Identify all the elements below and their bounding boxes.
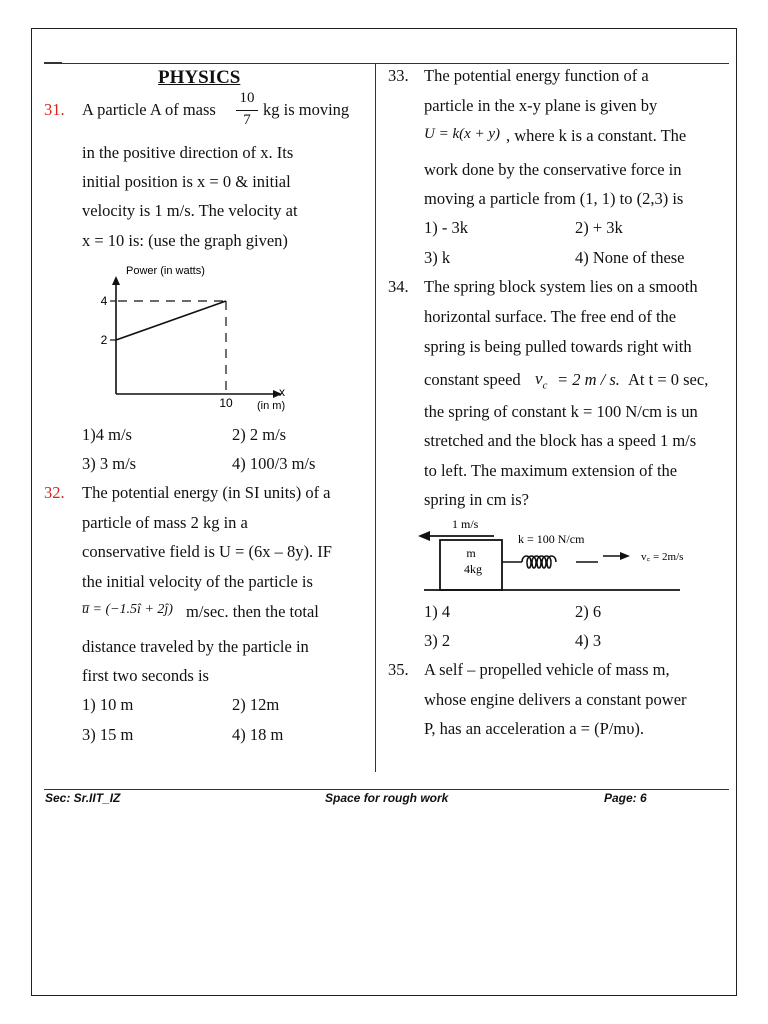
q33-option-3: 3) k bbox=[424, 248, 451, 267]
q31-mass-fraction bbox=[236, 90, 258, 132]
q34-option-4: 4) 3 bbox=[575, 631, 602, 650]
q33-line3: , where k is a constant. The bbox=[506, 126, 687, 145]
velocity-subscript: c bbox=[542, 379, 548, 392]
left-arrow-icon bbox=[418, 531, 430, 541]
footer-page-number: Page: 6 bbox=[604, 791, 647, 805]
q31-line1a: A particle A of mass bbox=[82, 100, 216, 119]
right-arrow-icon bbox=[620, 552, 630, 560]
spring-icon bbox=[522, 556, 556, 568]
q31-line3: initial position is x = 0 & initial bbox=[82, 172, 291, 191]
graph-power-line bbox=[116, 301, 226, 340]
footer-rough-work: Space for rough work bbox=[325, 791, 449, 805]
q34-line7: to left. The maximum extension of the bbox=[424, 461, 678, 480]
q31-line2: in the positive direction of x. Its bbox=[82, 143, 294, 162]
q35-number: 35. bbox=[388, 660, 409, 679]
q31-line4: velocity is 1 m/s. The velocity at bbox=[82, 201, 298, 220]
q32-velocity-vector: u̅ = (−1.5î + 2ĵ) bbox=[82, 602, 173, 617]
y-axis-arrow-icon bbox=[112, 276, 120, 285]
q34-speed-value: = 2 m / s. bbox=[557, 370, 620, 389]
q32-line3: conservative field is U = (6x – 8y). IF bbox=[82, 542, 332, 561]
q32-option-1: 1) 10 m bbox=[82, 695, 134, 714]
q34-option-2: 2) 6 bbox=[575, 602, 602, 621]
q33-option-2: 2) + 3k bbox=[575, 218, 623, 237]
q34-line3: spring is being pulled towards right with bbox=[424, 337, 692, 356]
q31-option-1: 1)4 m/s bbox=[82, 425, 132, 444]
q32-line4: the initial velocity of the particle is bbox=[82, 572, 313, 591]
q33-line4: work done by the conservative force in bbox=[424, 160, 682, 179]
q32-line7: first two seconds is bbox=[82, 666, 209, 685]
column-divider bbox=[375, 64, 376, 772]
graph-y-label: Power (in watts) bbox=[126, 265, 205, 277]
q32-line1: The potential energy (in SI units) of a bbox=[82, 483, 331, 502]
q34-speed-symbol bbox=[535, 369, 547, 391]
q31-power-graph bbox=[96, 260, 316, 415]
block-speed-label: 1 m/s bbox=[452, 517, 479, 531]
q34-option-3: 3) 2 bbox=[424, 631, 451, 650]
graph-x-unit: (in m) bbox=[257, 400, 286, 412]
q33-line2: particle in the x-y plane is given by bbox=[424, 96, 658, 115]
q31-line1b: kg is moving bbox=[263, 100, 350, 119]
q34-line6: stretched and the block has a speed 1 m/s bbox=[424, 431, 697, 450]
q35-line3: P, has an acceleration a = (P/mυ). bbox=[424, 719, 644, 738]
q31-option-4: 4) 100/3 m/s bbox=[232, 454, 316, 473]
x-tick-label-10: 10 bbox=[219, 396, 233, 410]
y-tick-label-2: 2 bbox=[100, 333, 108, 347]
q34-line4a: constant speed bbox=[424, 370, 521, 389]
q35-line1: A self – propelled vehicle of mass m, bbox=[424, 660, 670, 679]
q32-option-2: 2) 12m bbox=[232, 695, 280, 714]
fraction-numerator: 10 bbox=[239, 90, 255, 106]
q32-line5: m/sec. then the total bbox=[186, 602, 319, 621]
q31-option-2: 2) 2 m/s bbox=[232, 425, 287, 444]
block-mass-value: 4kg bbox=[464, 562, 482, 576]
q33-option-4: 4) None of these bbox=[575, 248, 685, 267]
q34-line1: The spring block system lies on a smooth bbox=[424, 277, 698, 296]
header-rule bbox=[44, 63, 729, 64]
subject-title: PHYSICS bbox=[158, 67, 241, 88]
q31-option-3: 3) 3 m/s bbox=[82, 454, 137, 473]
q33-potential-function: U = k(x + y) bbox=[424, 126, 501, 142]
q32-option-4: 4) 18 m bbox=[232, 725, 284, 744]
q32-number: 32. bbox=[44, 483, 65, 502]
q32-line6: distance traveled by the particle in bbox=[82, 637, 309, 656]
q32-line2: particle of mass 2 kg in a bbox=[82, 513, 248, 532]
q34-line2: horizontal surface. The free end of the bbox=[424, 307, 677, 326]
spring-constant-label: k = 100 N/cm bbox=[518, 532, 585, 546]
q33-line1: The potential energy function of a bbox=[424, 66, 649, 85]
y-tick-label-4: 4 bbox=[100, 294, 108, 308]
q35-line2: whose engine delivers a constant power bbox=[424, 690, 687, 709]
q33-line5: moving a particle from (1, 1) to (2,3) is bbox=[424, 189, 684, 208]
q31-number: 31. bbox=[44, 100, 65, 119]
q31-line5: x = 10 is: (use the graph given) bbox=[82, 231, 288, 250]
block-mass-symbol: m bbox=[466, 546, 476, 560]
footer-rule bbox=[44, 789, 729, 790]
q34-option-1: 1) 4 bbox=[424, 602, 451, 621]
q34-spring-block-figure bbox=[410, 516, 700, 596]
q34-line5: the spring of constant k = 100 N/cm is un bbox=[424, 402, 698, 421]
graph-x-label: x bbox=[279, 385, 285, 399]
fraction-bar bbox=[236, 110, 258, 111]
pull-speed-label: v꜀ = 2m/s bbox=[641, 551, 684, 563]
q34-line8: spring in cm is? bbox=[424, 490, 529, 509]
q34-number: 34. bbox=[388, 277, 409, 296]
fraction-denominator: 7 bbox=[243, 112, 251, 128]
q34-line4b: At t = 0 sec, bbox=[628, 370, 709, 389]
q32-option-3: 3) 15 m bbox=[82, 725, 134, 744]
q33-option-1: 1) - 3k bbox=[424, 218, 468, 237]
q33-number: 33. bbox=[388, 66, 409, 85]
velocity-symbol: v bbox=[535, 369, 543, 388]
footer-section: Sec: Sr.IIT_IZ bbox=[45, 791, 121, 805]
